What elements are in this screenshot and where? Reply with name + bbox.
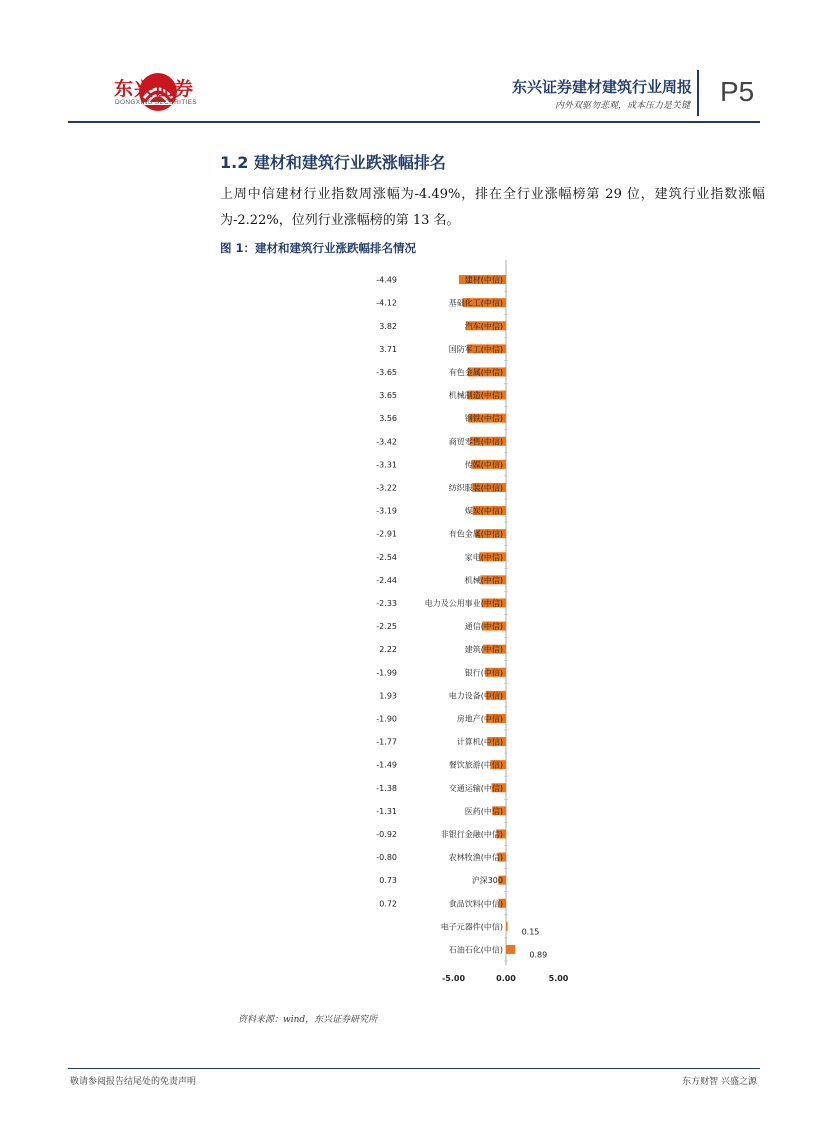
figure-title: 图 1：建材和建筑行业涨跌幅排名情况 [220,241,417,255]
report-subtitle: 内外双驱勿悲观，成本压力是关键 [554,101,690,111]
chart-value-label: -1.38 [376,783,397,793]
chart-value-label: -4.12 [376,298,397,308]
chart-value-label: 1.93 [379,691,397,701]
chart-value-label: -3.65 [376,367,397,377]
chart-value-label: -2.33 [376,598,397,608]
chart-value-label: 3.82 [379,321,397,331]
chart-category-label: 基础化工(中信) [448,298,503,308]
chart-value-label: 0.89 [529,950,548,960]
chart-value-label: 0.15 [521,927,540,937]
chart-x-tick-label: 0.00 [496,974,516,983]
chart-value-label: -2.91 [376,529,397,539]
chart-bar [506,922,508,931]
chart-category-label: 建材(中信) [464,275,503,285]
chart-category-label: 商贸零售(中信) [448,437,503,447]
chart-category-label: 纺织服装(中信) [448,483,503,493]
logo-text: 东兴证券 [114,79,195,100]
chart-category-label: 非银行金融(中信) [440,829,503,839]
chart-category-label: 房地产(中信) [456,714,503,724]
footer-disclaimer: 敬请参阅报告结尾处的免责声明 [70,1077,197,1087]
section-title: 1.2 建材和建筑行业跌涨幅排名 [220,153,446,172]
chart-category-label: 煤炭(中信) [464,506,503,516]
chart-x-tick-label: -5.00 [441,974,466,983]
chart-value-label: -4.49 [376,275,397,285]
figure-source: 资料来源：wind，东兴证券研究所 [238,1015,378,1025]
chart-category-label: 医药(中信) [464,806,503,816]
chart-value-label: -2.25 [376,622,397,632]
chart-category-label: 建筑(中信) [464,645,503,655]
report-title: 东兴证券建材建筑行业周报 [511,78,692,96]
chart-value-label: -2.44 [376,575,397,585]
logo-subtext: DONGXING SECURITIES [115,99,197,106]
chart-category-label: 电力及公用事业(中信) [424,598,503,608]
footer-rule [68,1068,760,1069]
chart-category-label: 传媒(中信) [464,460,503,470]
chart-value-label: -0.92 [376,829,397,839]
chart-x-tick-label: 5.00 [548,974,569,983]
chart-value-label: -1.90 [376,714,397,724]
chart-category-label: 国防军工(中信) [448,344,503,354]
header-rule [68,121,760,123]
chart-value-label: -3.19 [376,506,397,516]
chart-value-label: 3.71 [379,344,397,354]
chart-value-label: -2.54 [376,552,397,562]
chart-value-label: 0.73 [379,876,397,886]
chart-value-label: -3.22 [376,483,397,493]
chart-value-label: -3.31 [376,460,397,470]
chart-value-label: -1.99 [376,668,397,678]
chart-category-label: 有色金属(中信) [448,367,503,377]
chart-value-label: 0.72 [379,899,397,909]
chart-category-label: 计算机(中信) [456,737,503,747]
chart-category-label: 交通运输(中信) [448,783,503,793]
chart-value-label: -1.31 [376,806,397,816]
chart-category-label: 农林牧渔(中信) [448,853,503,863]
chart-value-label: 2.22 [379,645,397,655]
chart-value-label: -1.77 [376,737,397,747]
chart-category-label: 通信(中信) [464,622,503,632]
chart-category-label: 沪深300 [471,876,503,886]
chart-category-label: 钢铁(中信) [464,414,503,424]
chart-category-label: 食品饮料(中信) [448,899,503,909]
section-paragraph: 上周中信建材行业指数周涨幅为-4.49%，排在全行业涨幅榜第 29 位，建筑行业指数涨幅为-2.22%，位列行业涨幅榜的第 13 名。 [220,187,765,228]
industry-ranking-bar-chart [340,260,580,1000]
chart-category-label: 电子元器件(中信) [440,922,503,932]
chart-value-label: 3.65 [379,391,397,401]
page-number: P5 [720,76,755,107]
chart-value-label: -1.49 [376,760,397,770]
chart-category-label: 石油石化(中信) [448,945,503,955]
chart-category-label: 银行(中信) [464,668,503,678]
chart-category-label: 机械制造(中信) [448,391,503,401]
chart-category-label: 机械(中信) [464,575,503,585]
chart-category-label: 餐饮旅游(中信) [448,760,503,770]
chart-value-label: -0.80 [376,853,397,863]
chart-value-label: -3.42 [376,437,397,447]
chart-category-label: 电力设备(中信) [448,691,503,701]
chart-bar [506,945,515,954]
footer-slogan: 东方财智 兴盛之源 [682,1077,757,1087]
chart-category-label: 汽车(中信) [464,321,503,331]
chart-value-label: 3.56 [379,414,397,424]
chart-category-label: 有色金属(中信) [448,529,503,539]
header-divider [697,70,699,116]
chart-category-label: 家电(中信) [464,552,503,562]
